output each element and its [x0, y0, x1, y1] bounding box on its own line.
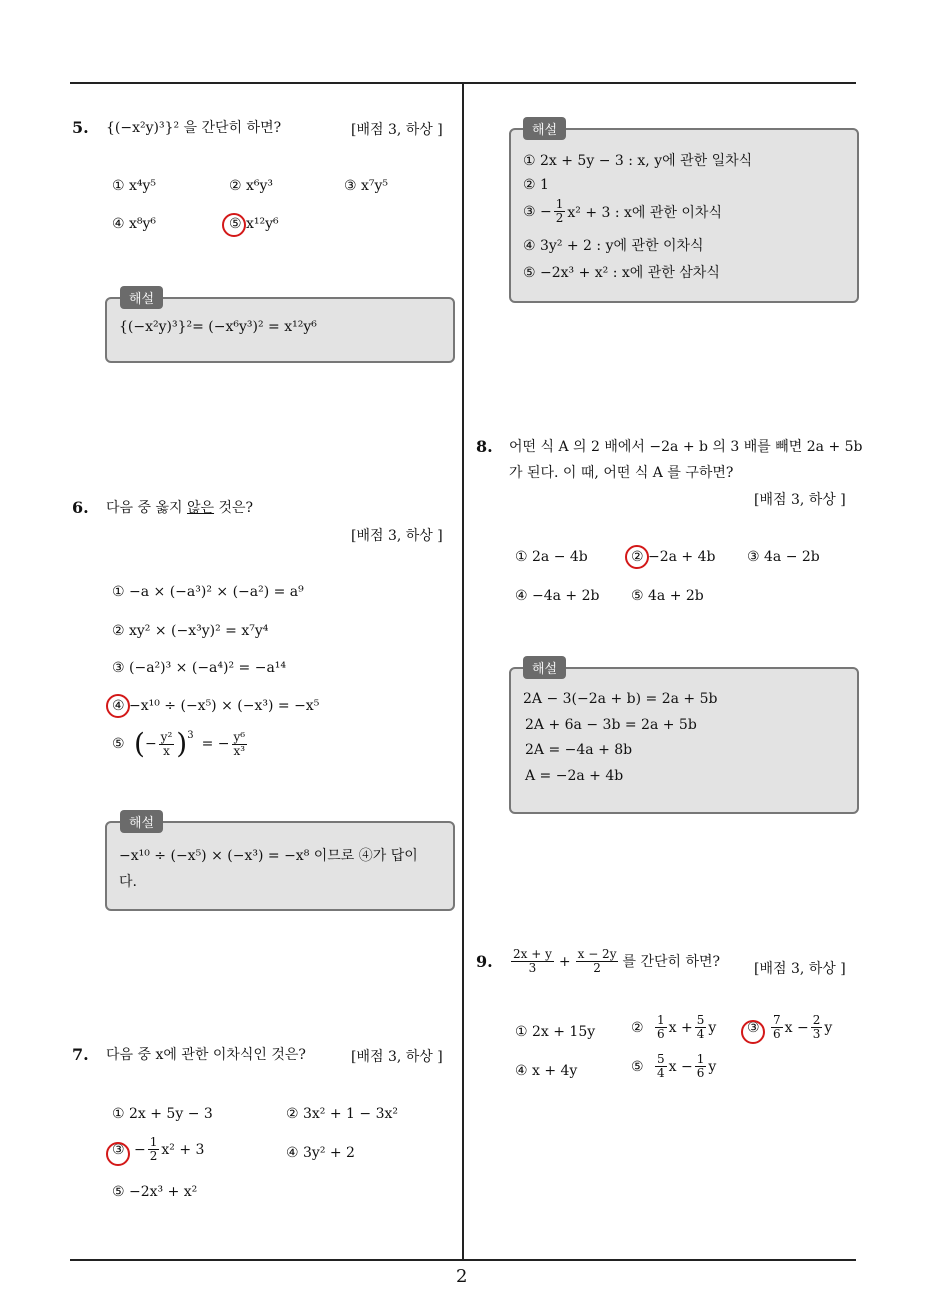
q8-solution-line-1: 2A − 3(−2a + b) = 2a + 5b	[523, 691, 718, 707]
q8-solution-line-4: A = −2a + 4b	[525, 768, 624, 784]
q7-solution-box	[509, 128, 859, 303]
q7-solution-line-1: ① 2x + 5y − 3 : x, y에 관한 일차식	[523, 153, 753, 169]
bottom-rule	[70, 1259, 856, 1261]
q7-option-4[interactable]: ④ 3y² + 2	[286, 1145, 355, 1161]
q9-score: [배점 3, 하상 ]	[754, 961, 846, 977]
q5-option-5[interactable]: ⑤ x¹²y⁶	[229, 216, 279, 232]
q7-text: 다음 중 x에 관한 이차식인 것은?	[106, 1047, 306, 1063]
q6-number: 6.	[72, 498, 89, 517]
q6-option-2[interactable]: ② xy² × (−x³y)² = x⁷y⁴	[112, 623, 269, 639]
q7-option-5[interactable]: ⑤ −2x³ + x²	[112, 1184, 198, 1200]
q9-fraction-1: $\frac{2x + y}{3}$	[513, 947, 552, 975]
q6-solution-box	[105, 821, 455, 911]
q6-option-5-rfrac: $\frac{\text{y⁶}}{\text{x³}}$	[233, 729, 246, 758]
q7-option-3[interactable]: ③ − $\frac{1}{2}$ x² + 3	[112, 1135, 205, 1163]
q9-text: $\frac{2x + y}{3}$ + $\frac{x - 2y}{2}$ 를 간단히 하면?	[513, 947, 721, 975]
q6-option-5-frac: $\frac{\text{y²}}{x}$	[160, 729, 173, 758]
q8-option-3[interactable]: ③ 4a − 2b	[747, 549, 820, 565]
q9-option-5[interactable]: ⑤ $\frac{5}{4}$ x − $\frac{1}{6}$ y	[631, 1052, 717, 1080]
q8-solution-box	[509, 667, 859, 814]
q6-option-1[interactable]: ① −a × (−a³)² × (−a²) = a⁹	[112, 584, 304, 600]
q6-solution-tag: 해설	[120, 810, 163, 833]
q8-option-4[interactable]: ④ −4a + 2b	[515, 588, 600, 604]
q5-answer-mark	[222, 213, 246, 237]
q6-option-5-lparen: (	[134, 727, 145, 760]
q5-option-2[interactable]: ② x⁶y³	[229, 178, 274, 194]
q7-solution-line-4: ④ 3y² + 2 : y에 관한 이차식	[523, 238, 704, 254]
q7-answer-mark	[106, 1142, 130, 1166]
q9-answer-mark	[741, 1020, 765, 1044]
q8-solution-line-2: 2A + 6a − 3b = 2a + 5b	[525, 717, 697, 733]
q6-text	[106, 496, 253, 520]
q8-answer-mark	[625, 545, 649, 569]
q9-option-2[interactable]: ② $\frac{1}{6}$ x + $\frac{5}{4}$ y	[631, 1013, 717, 1041]
q9-option-1[interactable]: ① 2x + 15y	[515, 1024, 596, 1040]
q5-solution-text: {(−x²y)³}²= (−x⁶y³)² = x¹²y⁶	[119, 319, 317, 335]
q6-option-4[interactable]: ④ −x¹⁰ ÷ (−x⁵) × (−x³) = −x⁵	[112, 698, 320, 714]
q5-number: 5.	[72, 118, 89, 137]
q6-option-5-rparen: )	[176, 727, 188, 760]
q6-solution-line-1: −x¹⁰ ÷ (−x⁵) × (−x³) = −x⁸ 이므로 ④가 답이	[119, 848, 418, 864]
page-number: 2	[456, 1266, 468, 1287]
q8-solution-line-3: 2A = −4a + 8b	[525, 742, 633, 758]
q8-number: 8.	[476, 437, 493, 456]
column-divider	[462, 83, 464, 1260]
q6-text-a: 다음 중 옳지	[106, 500, 187, 516]
q7-number: 7.	[72, 1045, 89, 1064]
q7-score: [배점 3, 하상 ]	[351, 1049, 443, 1065]
q7-solution-line-5: ⑤ −2x³ + x² : x에 관한 삼차식	[523, 265, 720, 281]
q9-option-4[interactable]: ④ x + 4y	[515, 1063, 578, 1079]
q7-option-3-frac: $\frac{1}{2}$	[149, 1135, 158, 1163]
q6-option-5-number: ⑤	[112, 736, 125, 752]
q6-solution-line-2: 다.	[119, 874, 137, 890]
q5-option-3[interactable]: ③ x⁷y⁵	[344, 178, 389, 194]
q5-text: {(−x²y)³}² 을 간단히 하면?	[106, 120, 282, 136]
q5-option-4[interactable]: ④ x⁸y⁶	[112, 216, 157, 232]
q8-score: [배점 3, 하상 ]	[754, 492, 846, 508]
q6-option-5-eq: = −	[201, 736, 230, 752]
q7-solution-line-3: ③ − $\frac{1}{2}$ x² + 3 : x에 관한 이차식	[523, 197, 722, 225]
q8-solution-tag: 해설	[523, 656, 566, 679]
q6-text-b: 것은?	[214, 500, 254, 516]
q6-text-underlined: 않은	[186, 500, 215, 516]
q6-option-5-exp: 3	[187, 730, 194, 741]
q7-solution-tag: 해설	[523, 117, 566, 140]
q6-option-5[interactable]: ⑤ ( − $\frac{\text{y²}}{x}$ ) 3 = − $\frac{\text{y⁶}}{\text{x³}}$	[112, 727, 246, 760]
q5-solution-tag: 해설	[120, 286, 163, 309]
q6-answer-mark	[106, 694, 130, 718]
q9-number: 9.	[476, 952, 493, 971]
q5-option-1[interactable]: ① x⁴y⁵	[112, 178, 157, 194]
q7-option-1[interactable]: ① 2x + 5y − 3	[112, 1106, 213, 1122]
q8-option-2[interactable]: ② −2a + 4b	[631, 549, 716, 565]
q8-text-line-2: 가 된다. 이 때, 어떤 식 A 를 구하면?	[509, 465, 734, 481]
q9-fraction-2: $\frac{x - 2y}{2}$	[577, 947, 617, 975]
q6-score: [배점 3, 하상 ]	[351, 528, 443, 544]
q9-option-3[interactable]: ③ $\frac{7}{6}$ x − $\frac{2}{3}$ y	[747, 1013, 833, 1041]
q7-option-2[interactable]: ② 3x² + 1 − 3x²	[286, 1106, 398, 1122]
q8-text-line-1: 어떤 식 A 의 2 배에서 −2a + b 의 3 배를 빼면 2a + 5b	[509, 439, 863, 455]
q6-option-3[interactable]: ③ (−a²)³ × (−a⁴)² = −a¹⁴	[112, 660, 287, 676]
q7-solution-line-2: ② 1	[523, 177, 549, 193]
q8-option-1[interactable]: ① 2a − 4b	[515, 549, 588, 565]
q7-option-3-number: ③	[112, 1141, 125, 1158]
q5-score: [배점 3, 하상 ]	[351, 122, 443, 138]
q8-option-5[interactable]: ⑤ 4a + 2b	[631, 588, 704, 604]
